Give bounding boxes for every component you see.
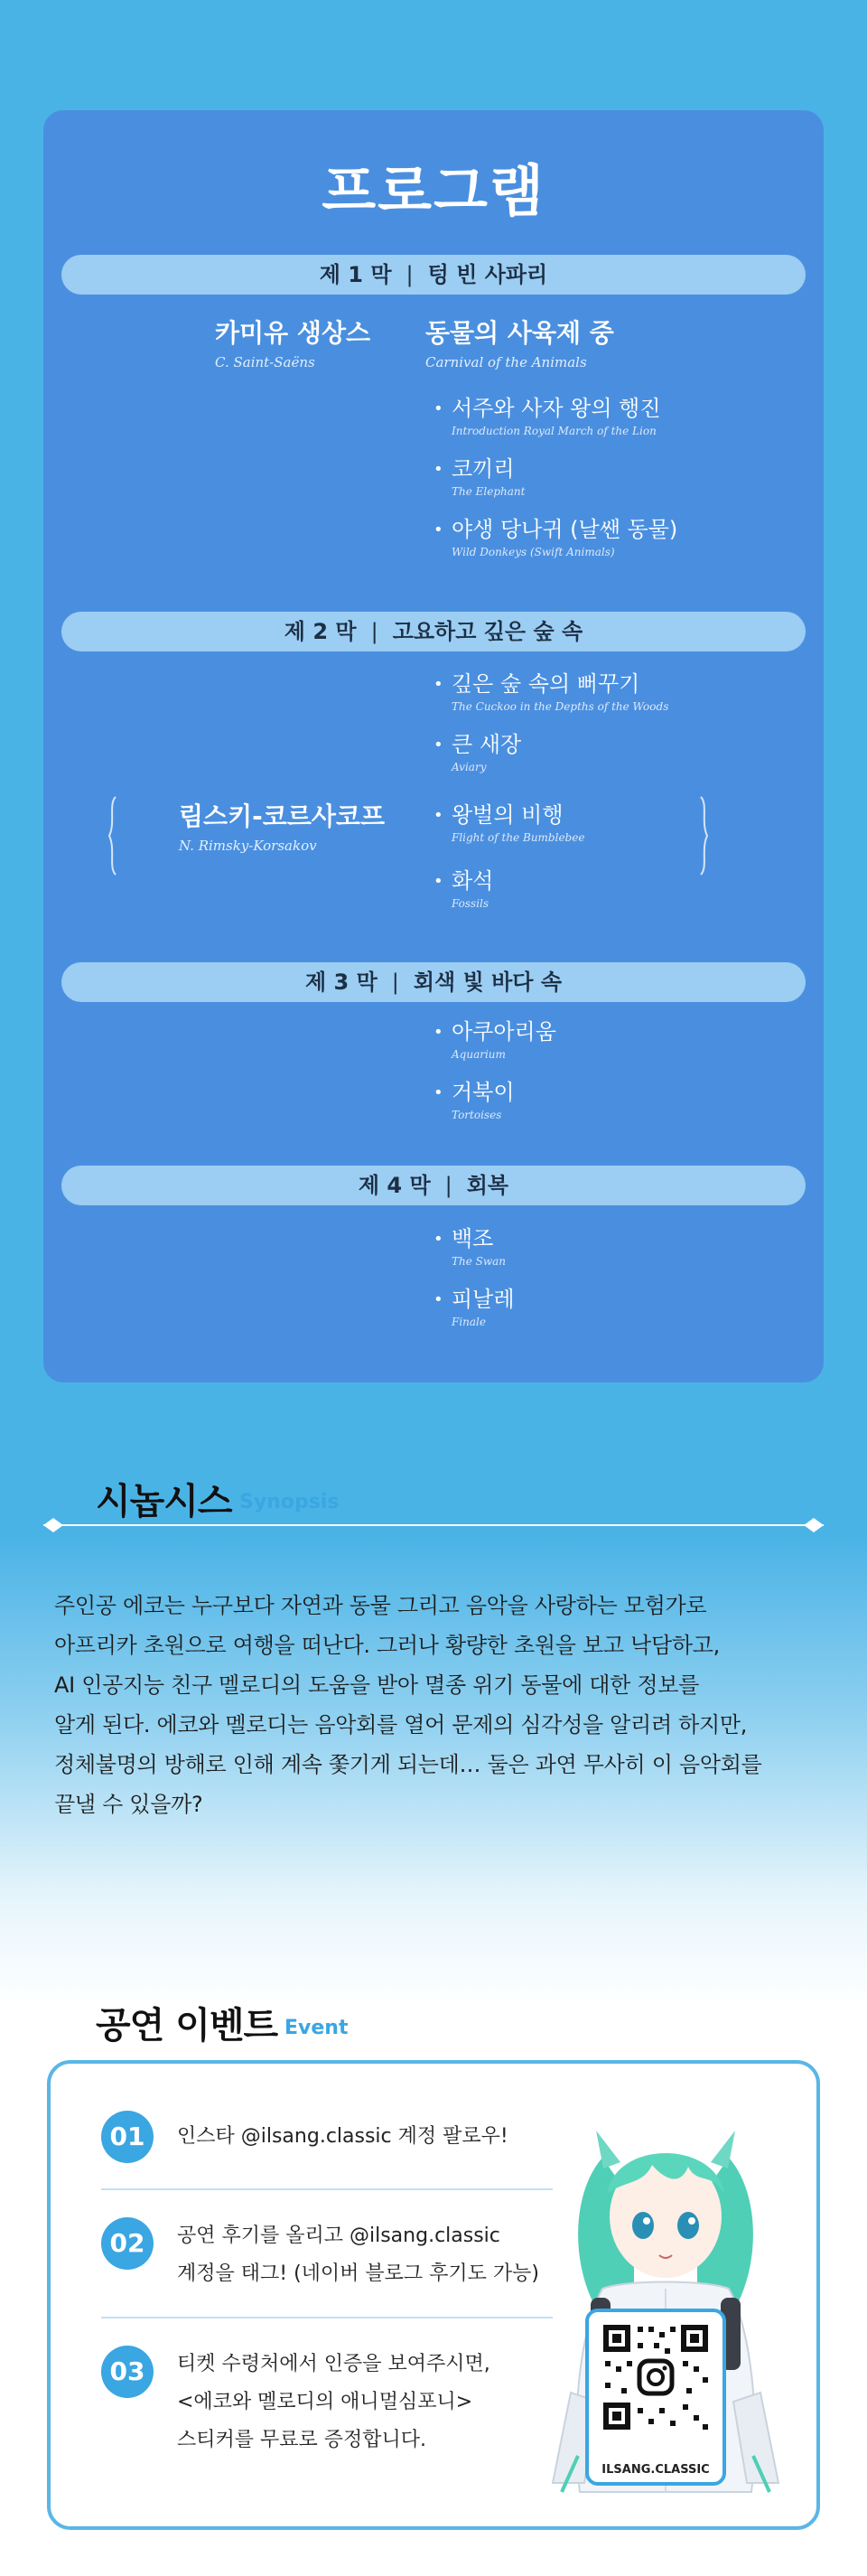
qr-code-card[interactable]: [585, 2309, 726, 2486]
act-1-composer: 카미유 생상스: [215, 318, 371, 348]
right-bracket-icon: [697, 795, 710, 876]
event-item-text: 공연 후기를 올리고 @ilsang.classic 계정을 태그! (네이버 블로그 후기도 가능): [177, 2225, 539, 2285]
program-piece: • 화석 Fossils: [434, 867, 493, 912]
program-title: 프로그램: [322, 158, 545, 224]
act-4-label: 제 4 막: [358, 1173, 431, 1198]
event-subtitle: Event: [284, 2017, 349, 2039]
act-2-composer: 림스키-코르사코프: [179, 801, 386, 831]
synopsis-subtitle: Synopsis: [239, 1491, 340, 1513]
synopsis-title: 시놉시스: [96, 1481, 232, 1522]
synopsis-text: 주인공 에코는 누구보다 자연과 동물 그리고 음악을 사랑하는 모험가로 아프리카 초원으로 여행을 떠난다. 그러나 황량한 초원을 보고 낙담하고, AI 인공지능 친구 멜로디의 도움을 받아 멸종 위기 동물에 대한 정보를 알게 된다. 에코와 멜로디는 음악회를 열어 문제의 심각성을 알리려 하지만, 정체불명의 방해로 인해 계속 쫓기게 되는데… 둘은 과연 무사히 이 음악회를 끝낼 수 있을까?: [54, 1593, 762, 1817]
act-4-bar: 제 4 막 | 회복: [61, 1166, 806, 1205]
act-3-label: 제 3 막: [304, 970, 378, 995]
diamond-left-icon: [43, 1518, 63, 1532]
program-piece: • 야생 당나귀 (날쌘 동물) Wild Donkeys (Swift Animals): [434, 516, 677, 560]
act-1-bar: 제 1 막 | 텅 빈 사파리: [61, 255, 806, 295]
act-2-title: 고요하고 깊은 숲 속: [392, 619, 583, 644]
event-number-badge: 01: [101, 2111, 154, 2163]
event-number-badge: 02: [101, 2217, 154, 2270]
program-piece: • 아쿠아리움 Aquarium: [434, 1018, 556, 1063]
program-piece: • 거북이 Tortoises: [434, 1079, 515, 1123]
act-2-composer-en: N. Rimsky-Korsakov: [179, 838, 317, 854]
left-bracket-icon: [107, 795, 119, 876]
program-card: [43, 110, 824, 1382]
act-1-composer-en: C. Saint-Saëns: [215, 354, 315, 370]
diamond-right-icon: [804, 1518, 824, 1532]
program-piece: • 깊은 숲 속의 뻐꾸기 The Cuckoo in the Depths of the Woods: [434, 670, 668, 715]
qr-code-icon: [600, 2321, 712, 2433]
act-2-bar: 제 2 막 | 고요하고 깊은 숲 속: [61, 612, 806, 651]
program-piece: • 큰 새장 Aviary: [434, 731, 521, 775]
event-number-badge: 03: [101, 2346, 154, 2398]
act-3-title: 회색 빛 바다 속: [413, 970, 563, 995]
act-4-title: 회복: [466, 1173, 509, 1198]
act-2-label: 제 2 막: [284, 619, 357, 644]
program-piece: • 서주와 사자 왕의 행진 Introduction Royal March of the Lion: [434, 395, 661, 439]
event-title: 공연 이벤트: [96, 2005, 278, 2047]
program-piece: • 피날레 Finale: [434, 1286, 515, 1330]
event-item-text: 티켓 수령처에서 인증을 보여주시면, <에코와 멜로디의 애니멀심포니> 스티커를 무료로 증정합니다.: [177, 2353, 490, 2451]
event-item-text: 인스타 @ilsang.classic 계정 팔로우!: [177, 2125, 508, 2148]
qr-label: ILSANG.CLASSIC: [601, 2463, 710, 2477]
act-1-work: 동물의 사육제 중: [425, 318, 614, 348]
act-1-work-en: Carnival of the Animals: [425, 354, 587, 370]
program-piece: • 왕벌의 비행 Flight of the Bumblebee: [434, 801, 584, 846]
act-1-label: 제 1 막: [319, 262, 392, 287]
event-divider: [101, 2317, 553, 2318]
act-1-title: 텅 빈 사파리: [427, 262, 548, 287]
event-divider: [101, 2188, 553, 2190]
program-piece: • 코끼리 The Elephant: [434, 455, 525, 500]
synopsis-divider: [43, 1524, 824, 1526]
act-3-bar: 제 3 막 | 회색 빛 바다 속: [61, 962, 806, 1002]
program-piece: • 백조 The Swan: [434, 1225, 506, 1269]
